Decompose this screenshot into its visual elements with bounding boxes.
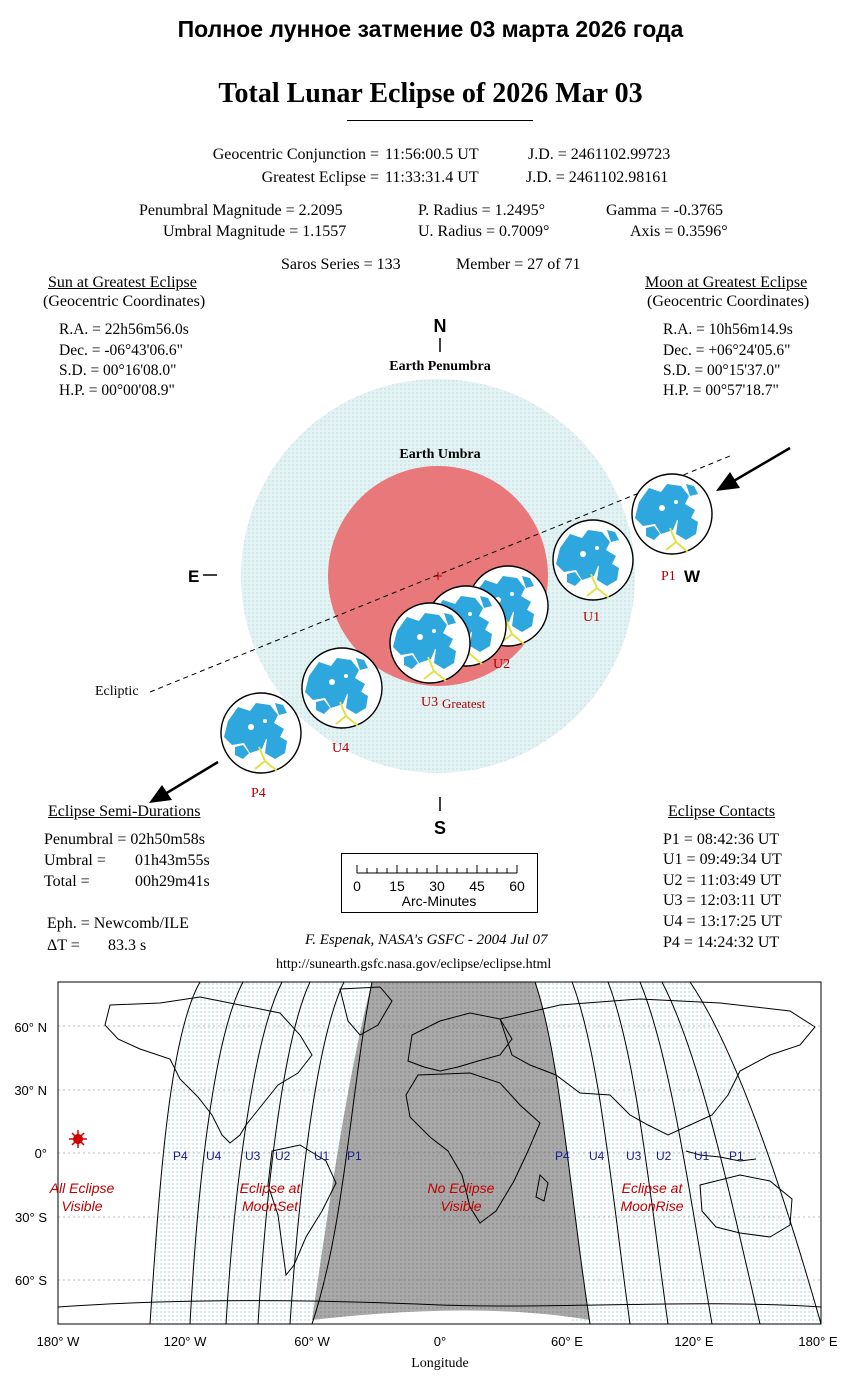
region-all-line2: Visible [61,1198,103,1214]
scale-tick-0: 0 [353,878,361,894]
region-all-line1: All Eclipse [49,1180,115,1196]
curve-label-west-u3: U3 [245,1149,261,1163]
north-label: N [433,316,447,336]
lat-label-30n: 30° N [14,1083,47,1098]
conjunction-label: Geocentric Conjunction = [212,146,379,163]
semi-umbral-value: 01h43m55s [135,852,210,869]
delta-t-label: ΔT = [47,937,80,954]
lon-label-60w: 60° W [294,1334,330,1349]
lon-label-180w: 180° W [36,1334,80,1349]
curve-label-east-u3: U3 [626,1149,642,1163]
sun-ra: R.A. = 22h56m56.0s [59,321,189,338]
saros-member: Member = 27 of 71 [456,256,581,273]
delta-t-value: 83.3 s [108,937,147,954]
semi-heading: Eclipse Semi-Durations [48,803,201,820]
lat-label-0: 0° [34,1146,47,1161]
lon-label-120e: 120° E [674,1334,714,1349]
semi-total-value: 00h29m41s [135,873,210,890]
umbral-magnitude: Umbral Magnitude = 1.1557 [163,223,347,240]
conjunction-time: 11:56:00.5 UT [385,146,479,163]
region-rise-line2: MoonRise [620,1198,684,1214]
moon-p4 [221,693,301,773]
contact-p4: P4 = 14:24:32 UT [663,934,780,951]
lat-label-60s: 60° S [15,1273,47,1288]
moon-u1 [553,520,633,600]
contact-label-u2: U2 [493,657,511,672]
lon-label-0: 0° [433,1334,447,1349]
curve-label-east-u4: U4 [589,1149,605,1163]
conjunction-jd: J.D. = 2461102.99723 [528,146,671,163]
exit-arrow-shaft [165,762,218,794]
ecliptic-label: Ecliptic [95,684,139,699]
entry-arrow-head [716,472,740,491]
moon-heading: Moon at Greatest Eclipse [645,274,808,291]
curve-label-west-u4: U4 [206,1149,222,1163]
semi-penumbral: Penumbral = 02h50m58s [44,831,206,848]
greatest-jd: J.D. = 2461102.98161 [526,169,669,186]
contact-label-p1: P1 [661,569,676,584]
moon-ra: R.A. = 10h56m14.9s [663,321,793,338]
moon-u4 [302,648,382,728]
south-label: S [433,818,447,838]
curve-label-east-u1: U1 [694,1149,710,1163]
contact-u4: U4 = 13:17:25 UT [663,913,782,930]
ephemeris: Eph. = Newcomb/ILE [47,915,189,932]
contact-u3: U3 = 12:03:11 UT [663,892,782,909]
sun-sd: S.D. = 00°16'08.0" [59,362,177,379]
credit-line: F. Espenak, NASA's GSFC - 2004 Jul 07 [305,932,548,948]
sun-hp: H.P. = 00°00'08.9" [59,382,175,399]
region-rise-line1: Eclipse at [621,1180,683,1196]
sun-dec: Dec. = -06°43'06.6" [59,342,183,359]
sun-subheading: (Geocentric Coordinates) [43,293,206,310]
curve-label-west-u2: U2 [275,1149,291,1163]
saros-series: Saros Series = 133 [281,256,401,273]
curve-label-east-p4: P4 [555,1149,570,1163]
penumbral-magnitude: Penumbral Magnitude = 2.2095 [139,202,343,219]
arc-minute-scale [341,853,538,913]
contact-label-p4: P4 [251,786,266,801]
contact-label-u3: U3 [421,695,439,710]
greatest-label: Greatest [442,696,486,711]
scale-unit-label: Arc-Minutes [401,893,477,909]
scale-tick-30: 30 [429,878,445,894]
title-russian: Полное лунное затмение 03 марта 2026 года [177,16,684,42]
contact-label-u1: U1 [583,610,601,625]
moon-u3 [390,603,470,683]
entry-arrow-shaft [732,448,790,482]
scale-tick-60: 60 [509,878,525,894]
lon-label-120w: 120° W [163,1334,207,1349]
moon-p1 [632,474,712,554]
semi-umbral-label: Umbral = [44,852,106,869]
moon-subheading: (Geocentric Coordinates) [647,293,810,310]
curve-label-east-u2: U2 [656,1149,672,1163]
greatest-time: 11:33:31.4 UT [385,169,479,186]
curve-label-east-p1: P1 [729,1149,744,1163]
eclipse-diagram [0,300,861,845]
lon-label-60e: 60° E [551,1334,583,1349]
lon-label-180e: 180° E [798,1334,838,1349]
penumbral-radius: P. Radius = 1.2495° [418,202,545,219]
west-label: W [684,567,701,586]
semi-total-label: Total = [44,873,90,890]
lat-label-60n: 60° N [14,1020,47,1035]
gamma: Gamma = -0.3765 [606,202,723,219]
curve-label-west-u1: U1 [314,1149,330,1163]
title-rule [347,120,533,121]
moon-hp: H.P. = 00°57'18.7" [663,382,779,399]
moon-dec: Dec. = +06°24'05.6" [663,342,791,359]
exit-arrow-head [149,785,172,803]
scale-tick-45: 45 [469,878,485,894]
umbral-radius: U. Radius = 0.7009° [418,223,550,240]
curve-label-west-p4: P4 [173,1149,188,1163]
contact-u1: U1 = 09:49:34 UT [663,851,782,868]
url-link[interactable]: http://sunearth.gsfc.nasa.gov/eclipse/eclipse.html [276,957,552,972]
contact-p1: P1 = 08:42:36 UT [663,831,780,848]
region-none-line1: No Eclipse [427,1180,495,1196]
penumbra-label: Earth Penumbra [389,359,491,374]
umbra-label: Earth Umbra [399,447,481,462]
greatest-label: Greatest Eclipse = [261,169,379,186]
region-set-line1: Eclipse at [239,1180,301,1196]
visibility-map [0,975,861,1400]
title-english: Total Lunar Eclipse of 2026 Mar 03 [218,78,643,109]
contact-u2: U2 = 11:03:49 UT [663,872,782,889]
scale-tick-15: 15 [389,878,405,894]
lat-label-30s: 30° S [15,1210,47,1225]
region-none-line2: Visible [440,1198,482,1214]
contacts-heading: Eclipse Contacts [668,803,776,820]
east-label: E [188,567,200,586]
map-xlabel: Longitude [411,1356,469,1371]
sun-heading: Sun at Greatest Eclipse [48,274,197,291]
moon-sd: S.D. = 00°15'37.0" [663,362,781,379]
axis: Axis = 0.3596° [630,223,728,240]
contact-label-u4: U4 [332,741,350,756]
region-set-line2: MoonSet [241,1198,299,1214]
curve-label-west-p1: P1 [347,1149,362,1163]
